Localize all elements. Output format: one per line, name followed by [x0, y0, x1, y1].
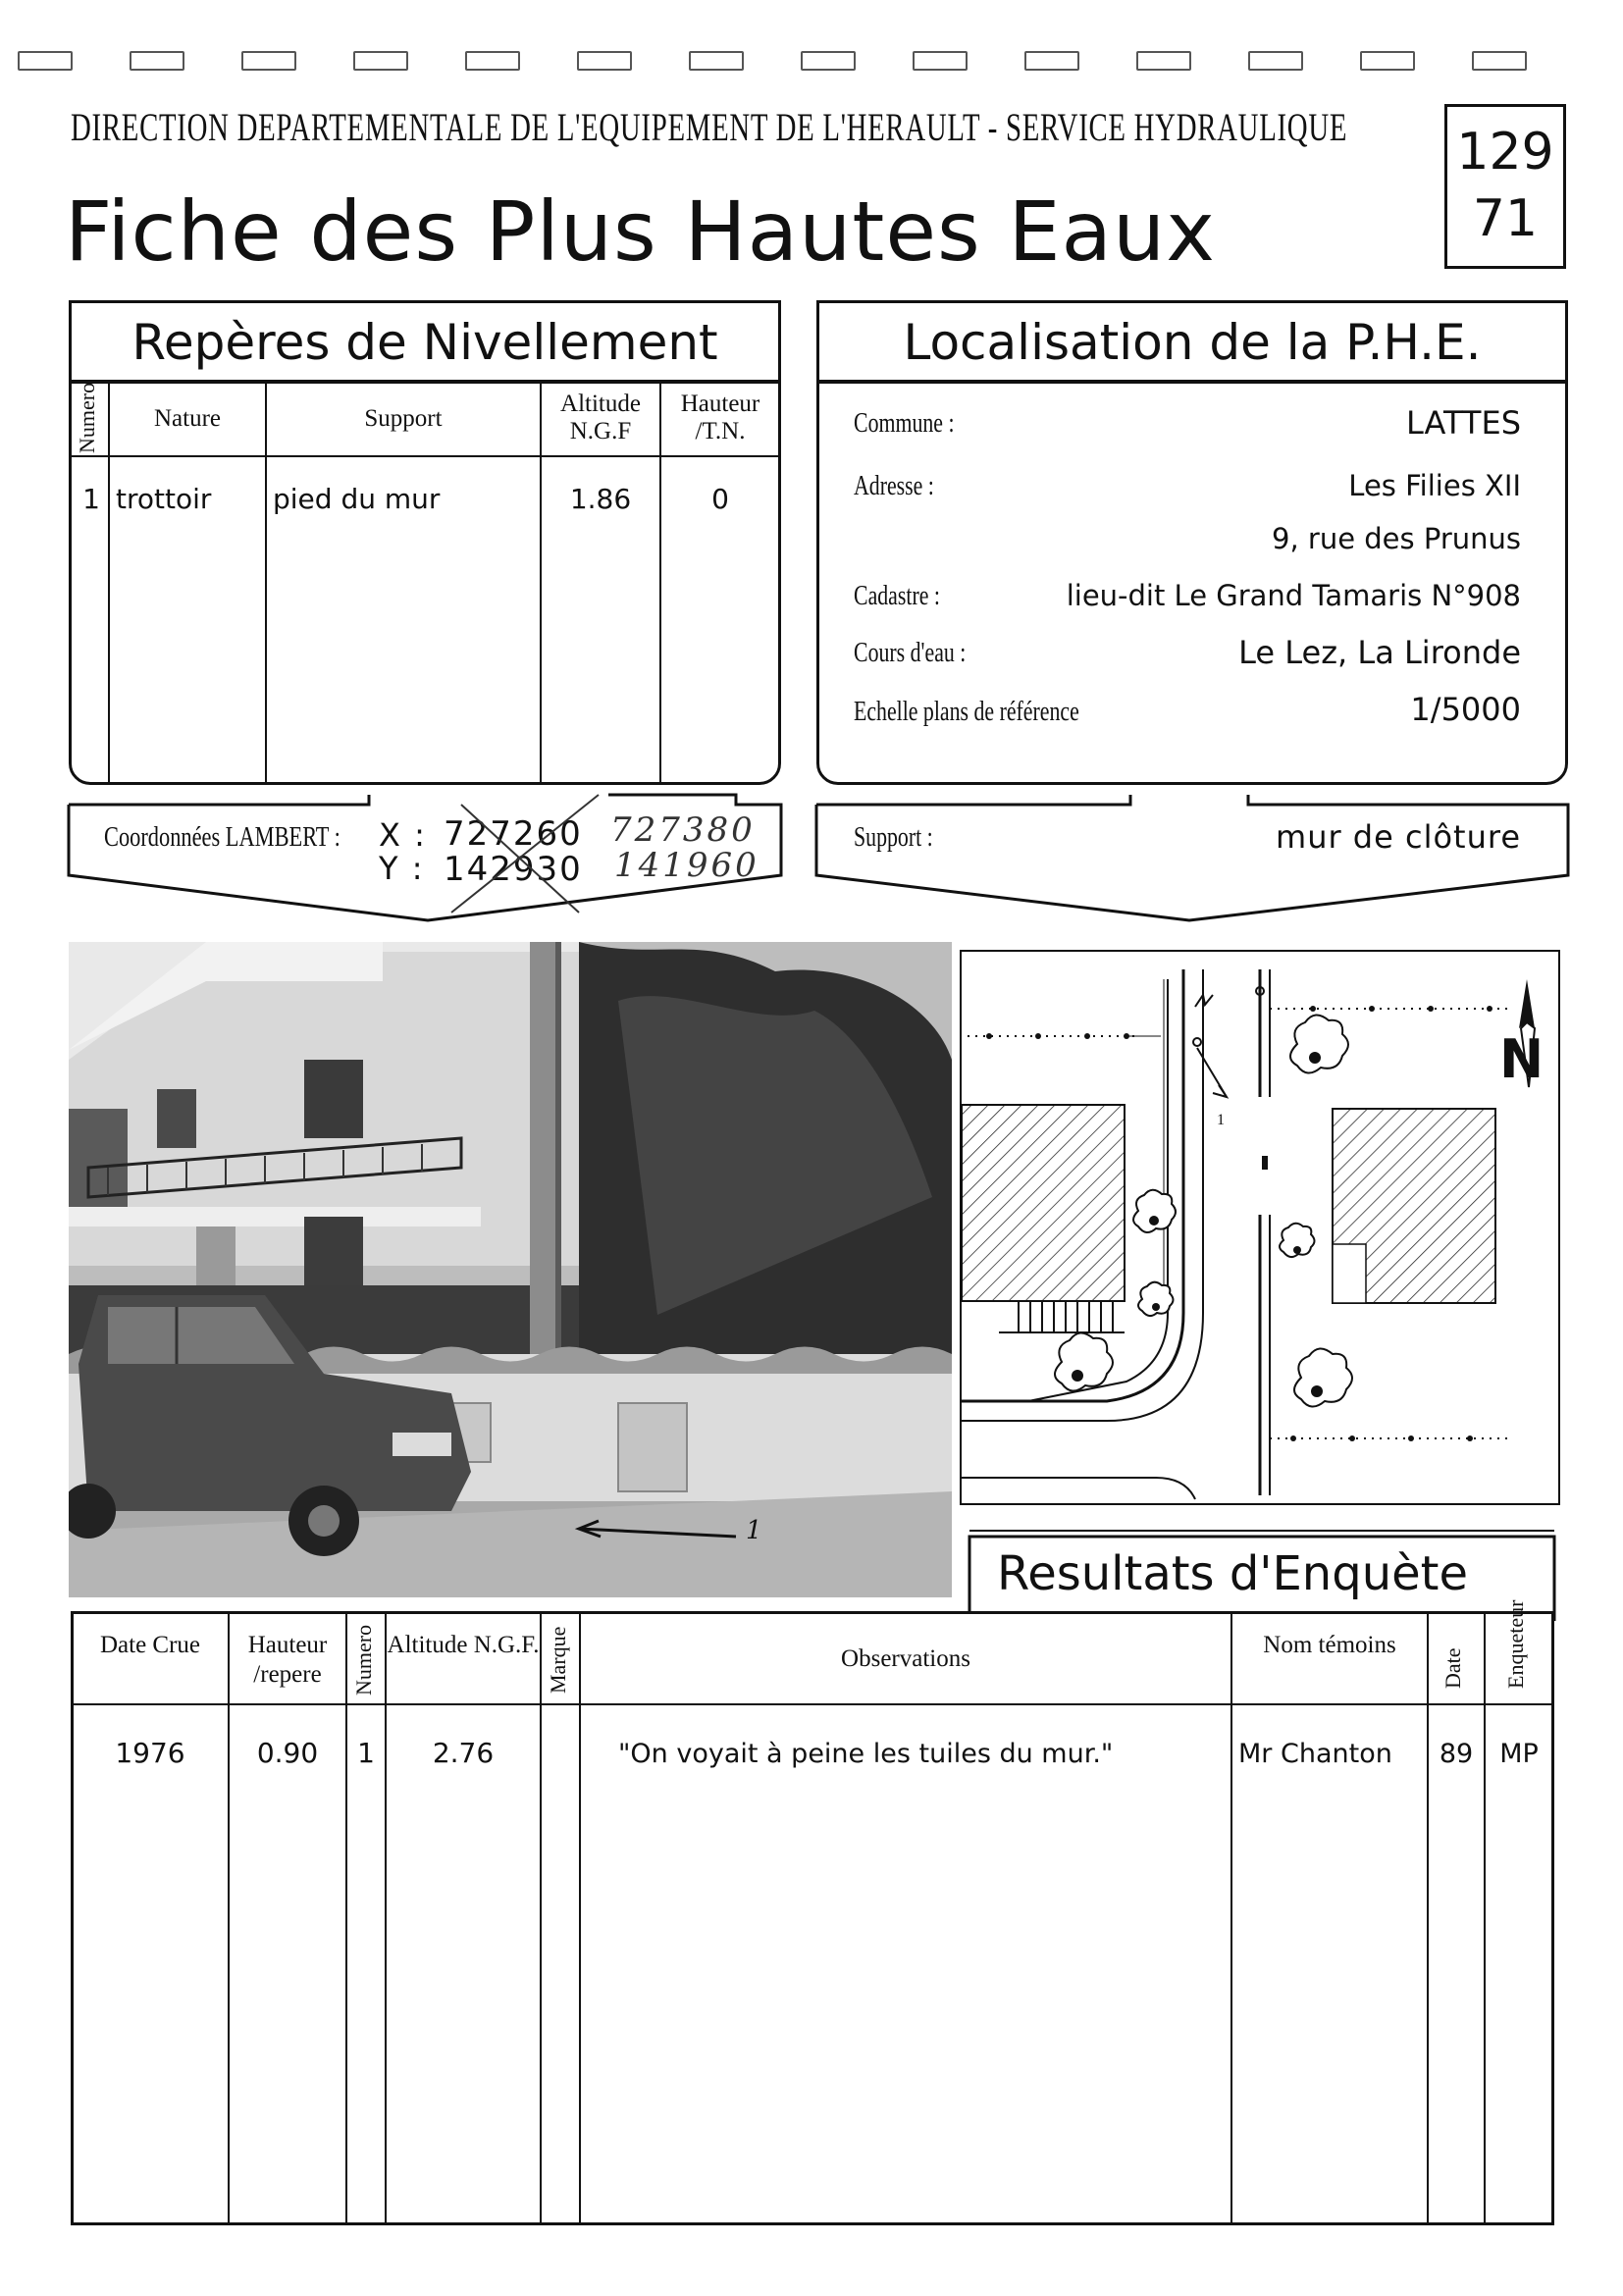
reperes-title: Repères de Nivellement	[131, 314, 718, 371]
resultats-row-date: 89	[1439, 1739, 1474, 1769]
reperes-row-numero: 1	[82, 483, 100, 515]
sprocket-hole	[689, 51, 744, 71]
coordinate-y-label: Y :	[379, 850, 425, 887]
sprocket-hole	[130, 51, 184, 71]
adresse-street: 9, rue des Prunus	[1272, 522, 1521, 555]
photo-marker-label: 1	[746, 1516, 762, 1545]
reperes-col-hauteur-sub: /T.N.	[695, 418, 746, 444]
reperes-col-hauteur	[661, 391, 779, 445]
reference-number-top: 129	[1456, 123, 1554, 182]
coordinate-x-value: 727260	[444, 814, 583, 854]
resultats-row-nom: Mr Chanton	[1238, 1739, 1392, 1769]
resultats-col-date: Date	[1440, 1647, 1465, 1689]
resultats-col-marque: Marque	[546, 1626, 570, 1695]
resultats-col-observations: Observations	[841, 1645, 970, 1672]
coordinate-y-value: 142930	[444, 850, 583, 889]
sprocket-hole	[353, 51, 408, 71]
reperes-col-support: Support	[364, 405, 443, 432]
site-plan	[960, 950, 1560, 1505]
resultats-col-altitude: Altitude N.G.F.	[387, 1632, 540, 1658]
commune-value: LATTES	[1405, 404, 1521, 442]
cadastre-label: Cadastre :	[854, 581, 940, 611]
reference-box	[1444, 104, 1566, 269]
resultats-row-enqueteur: MP	[1499, 1739, 1539, 1769]
reperes-row-nature: trottoir	[116, 483, 212, 515]
cours-eau-value: Le Lez, La Lironde	[1238, 634, 1521, 671]
reference-number-bottom: 71	[1472, 189, 1539, 248]
resultats-col-hauteur: Hauteur /repere	[247, 1632, 328, 1688]
reperes-title-box	[69, 300, 781, 383]
reperes-col-altitude	[542, 391, 659, 445]
handwritten-y-value: 141960	[614, 846, 759, 885]
reperes-col-hauteur-label: Hauteur	[680, 391, 760, 417]
adresse-label: Adresse :	[854, 471, 934, 501]
sprocket-hole	[577, 51, 632, 71]
coordinate-x-label: X :	[379, 816, 427, 854]
reperes-row-support: pied du mur	[273, 483, 441, 515]
cours-eau-label: Cours d'eau :	[854, 638, 967, 668]
reperes-row-altitude: 1.86	[569, 483, 632, 515]
resultats-row-observations: "On voyait à peine les tuiles du mur."	[618, 1739, 1114, 1769]
support-value: mur de clôture	[1276, 818, 1521, 856]
support-label: Support :	[854, 822, 933, 853]
site-photo	[69, 942, 952, 1597]
plan-north-label: N	[1499, 1028, 1544, 1090]
reperes-row-hauteur: 0	[711, 483, 729, 515]
echelle-label: Echelle plans de référence	[854, 697, 1079, 727]
localisation-title-box	[816, 300, 1568, 383]
resultats-row-altitude: 2.76	[432, 1737, 495, 1769]
resultats-row-date-crue: 1976	[115, 1737, 185, 1769]
resultats-col-numero: Numero	[351, 1624, 376, 1696]
reperes-col-altitude-sub: N.G.F	[569, 418, 632, 444]
resultats-title: Resultats d'Enquète	[997, 1546, 1468, 1601]
support-banner	[807, 783, 1582, 940]
cadastre-value: lieu-dit Le Grand Tamaris N°908	[1066, 579, 1521, 612]
handwritten-x-value: 727380	[610, 810, 756, 850]
reperes-col-nature: Nature	[153, 405, 222, 432]
localisation-title: Localisation de la P.H.E.	[903, 314, 1482, 371]
sprocket-hole	[18, 51, 73, 71]
reperes-col-numero: Numero	[75, 382, 99, 453]
coordinates-label: Coordonnées LAMBERT :	[104, 822, 340, 853]
sprocket-hole	[465, 51, 520, 71]
sprocket-hole	[1136, 51, 1191, 71]
sprocket-hole	[1360, 51, 1415, 71]
plan-marker-label: 1	[1217, 1112, 1225, 1128]
commune-label: Commune :	[854, 408, 955, 439]
sprocket-hole	[913, 51, 968, 71]
resultats-row-numero: 1	[357, 1737, 375, 1769]
sprocket-hole	[1024, 51, 1079, 71]
strike-through-marks	[432, 785, 608, 922]
adresse-value: Les Filies XII	[1348, 469, 1521, 502]
echelle-value: 1/5000	[1410, 691, 1521, 728]
resultats-col-enqueteur: Enqueteur	[1503, 1599, 1528, 1690]
sprocket-hole	[801, 51, 856, 71]
sprocket-hole	[1248, 51, 1303, 71]
agency-line: DIRECTION DEPARTEMENTALE DE L'EQUIPEMENT DE L'HERAULT - SERVICE HYDRAULIQUE	[71, 105, 1348, 149]
sprocket-hole	[1472, 51, 1527, 71]
resultats-col-nom: Nom témoins	[1263, 1632, 1396, 1658]
sprocket-hole	[241, 51, 296, 71]
reperes-col-altitude-label: Altitude	[560, 391, 641, 417]
resultats-row-hauteur: 0.90	[256, 1737, 319, 1769]
resultats-col-date-crue: Date Crue	[99, 1632, 201, 1658]
page-title: Fiche des Plus Hautes Eaux	[65, 183, 1216, 280]
